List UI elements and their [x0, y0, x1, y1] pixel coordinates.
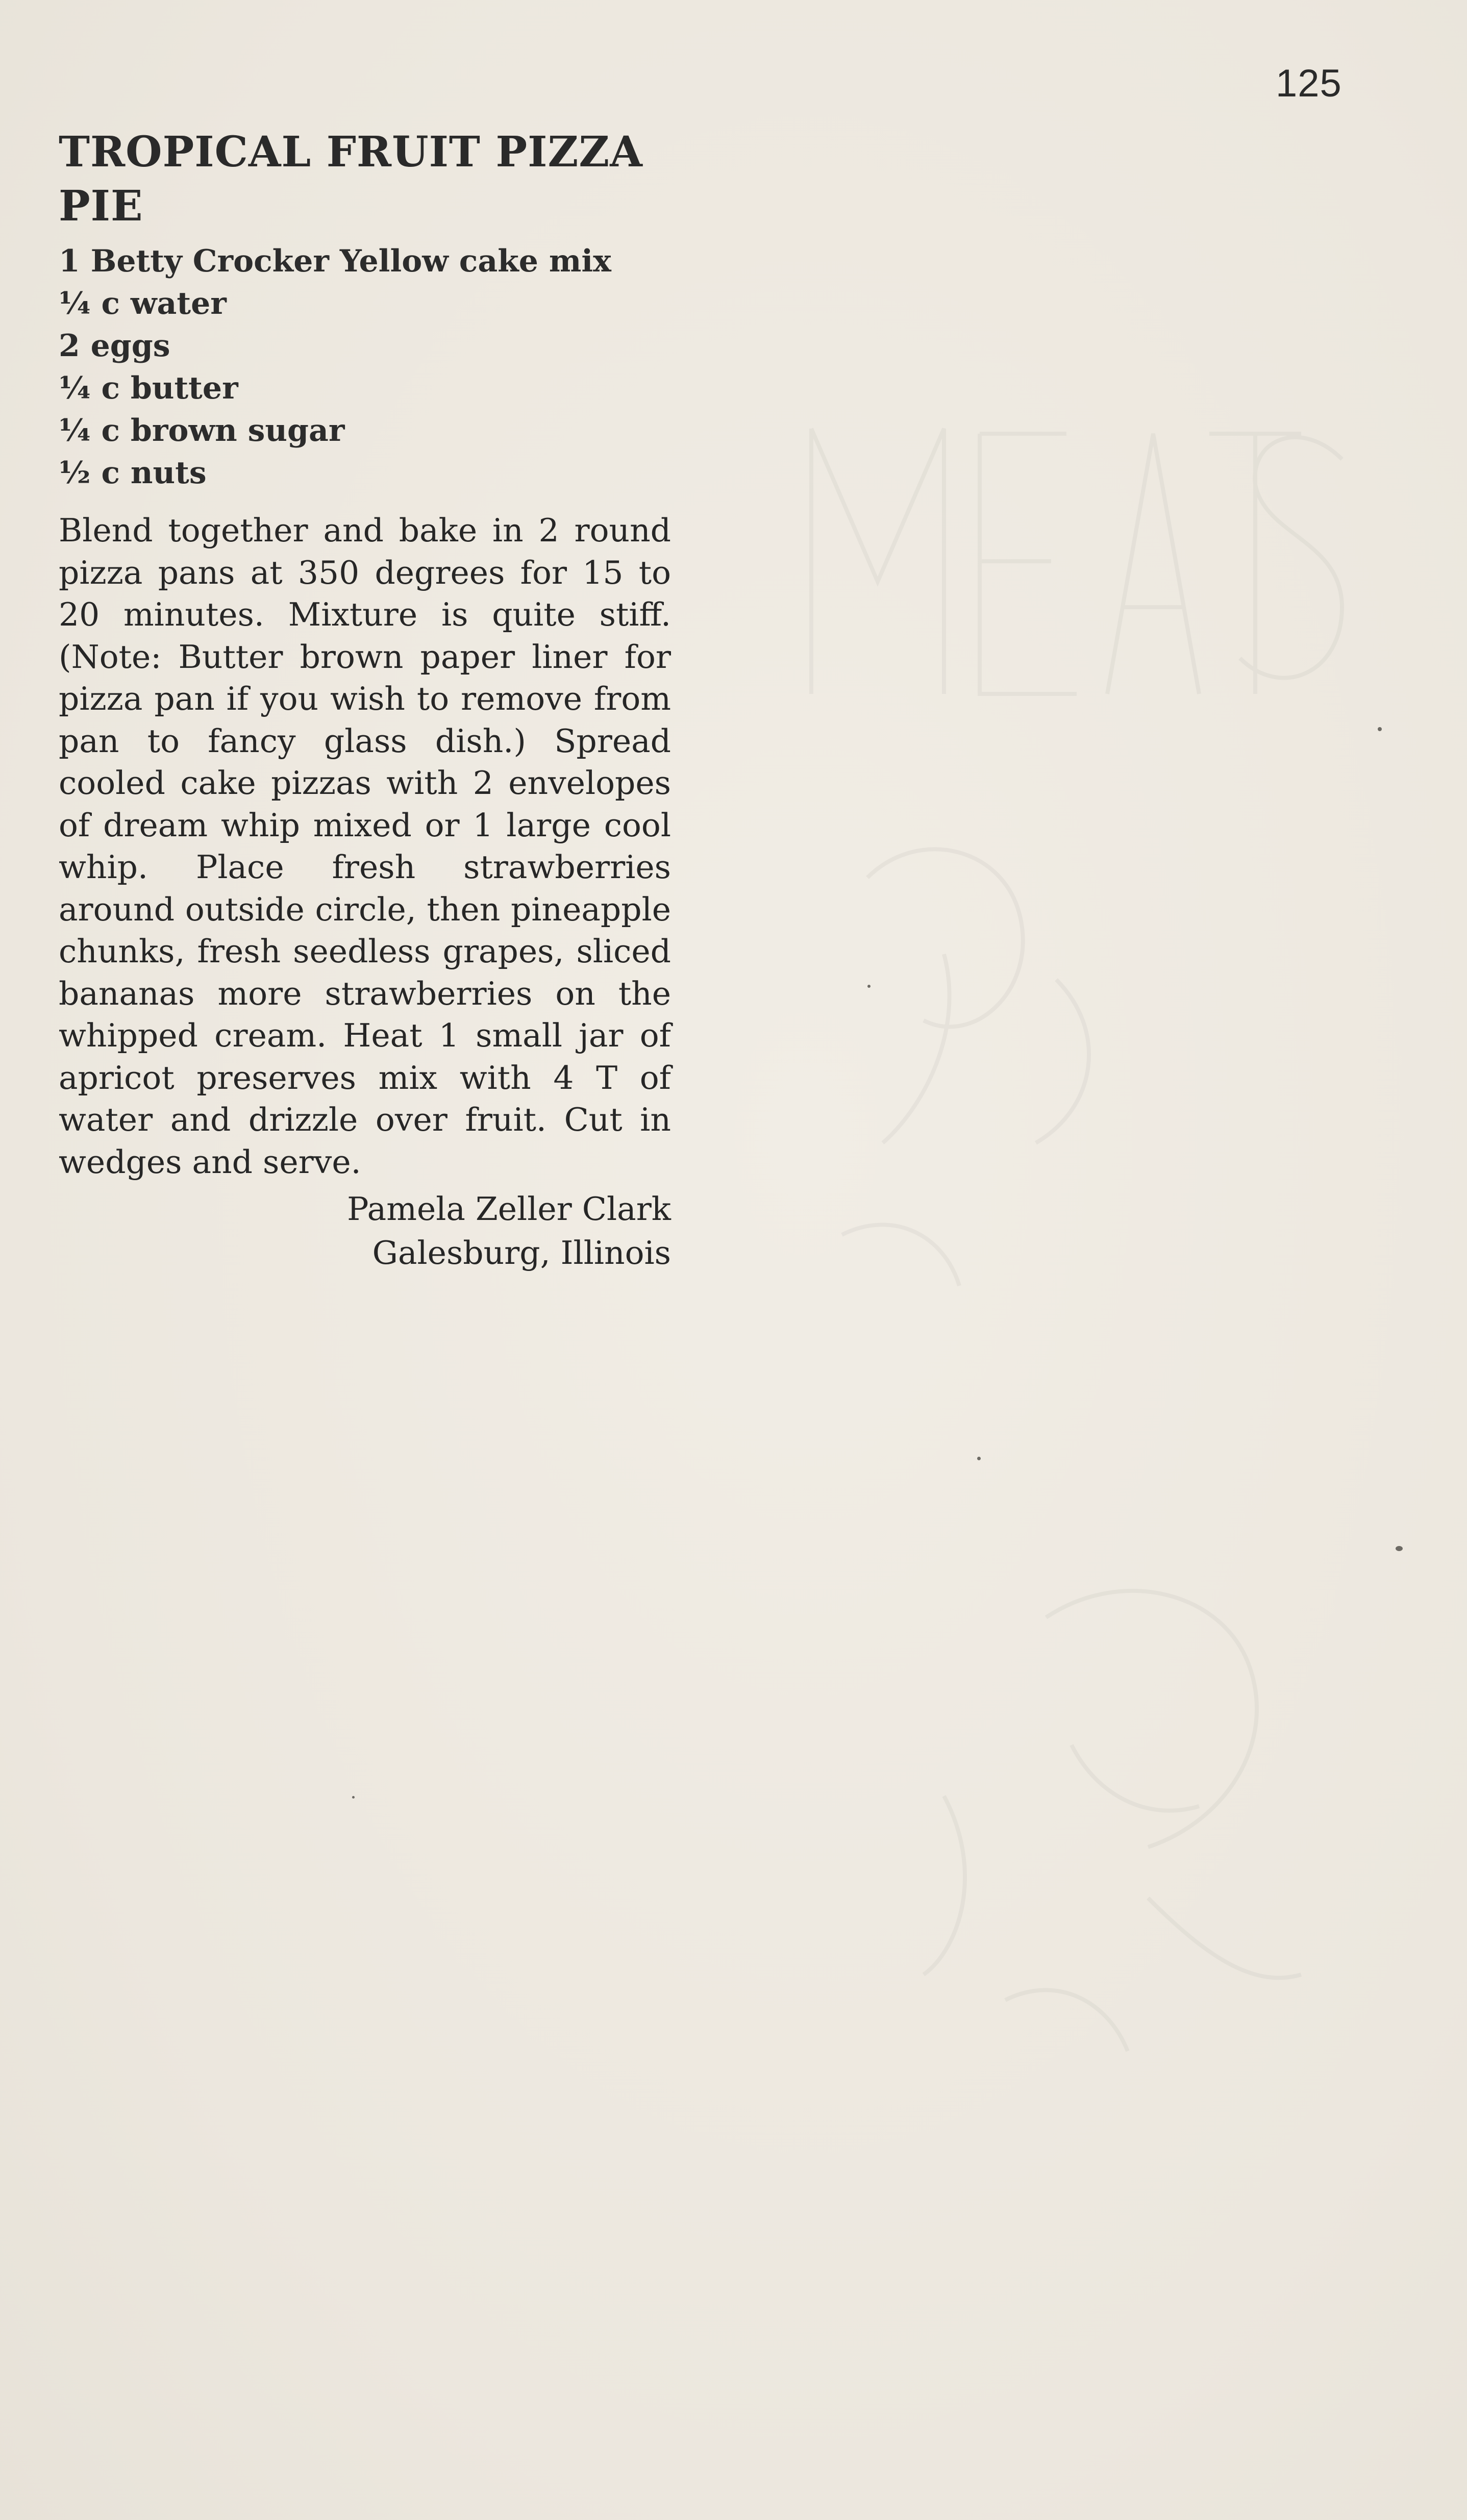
- recipe-title: TROPICAL FRUIT PIZZA PIE: [59, 128, 643, 231]
- recipe: [59, 125, 671, 1275]
- show-through-watermark: [791, 367, 1352, 2255]
- paper-speck: [1378, 727, 1382, 731]
- ingredient-item: 1 Betty Crocker Yellow cake mix: [59, 243, 611, 279]
- recipe-directions: Blend together and bake in 2 round pizza pans at 350 degrees for 15 to 20 minutes. Mixture is quite stiff. (Note: Butter brown paper liner for pizza pan if you wish to remove from pan to fancy glass dish.) Spread cooled cake pizzas with 2 envelopes of dream whip mixed or 1 large cool whip. Place fresh strawberries around outside circle, then pineapple chunks, fresh seedless grapes, sliced bananas more strawberries on the whipped cream. Heat 1 small jar of apricot preserves mix with 4 T of water and drizzle over fruit. Cut in wedges and serve.: [59, 512, 671, 1181]
- ingredient-item: ½ c nuts: [59, 455, 207, 491]
- paper-speck: [977, 1457, 981, 1460]
- ingredient-item: ¼ c water: [59, 286, 227, 321]
- author-location: Galesburg, Illinois: [372, 1234, 671, 1271]
- paper-speck: [352, 1796, 355, 1799]
- ingredient-item: ¼ c brown sugar: [59, 413, 345, 448]
- author-name: Pamela Zeller Clark: [347, 1190, 671, 1228]
- paper-speck: [1396, 1546, 1403, 1551]
- recipe-author: [59, 1187, 671, 1275]
- paper-speck: [867, 985, 871, 988]
- ingredient-item: ¼ c butter: [59, 370, 238, 406]
- ingredient-item: 2 eggs: [59, 328, 170, 364]
- ingredient-list: [59, 240, 671, 494]
- page-number: 125: [1276, 62, 1342, 105]
